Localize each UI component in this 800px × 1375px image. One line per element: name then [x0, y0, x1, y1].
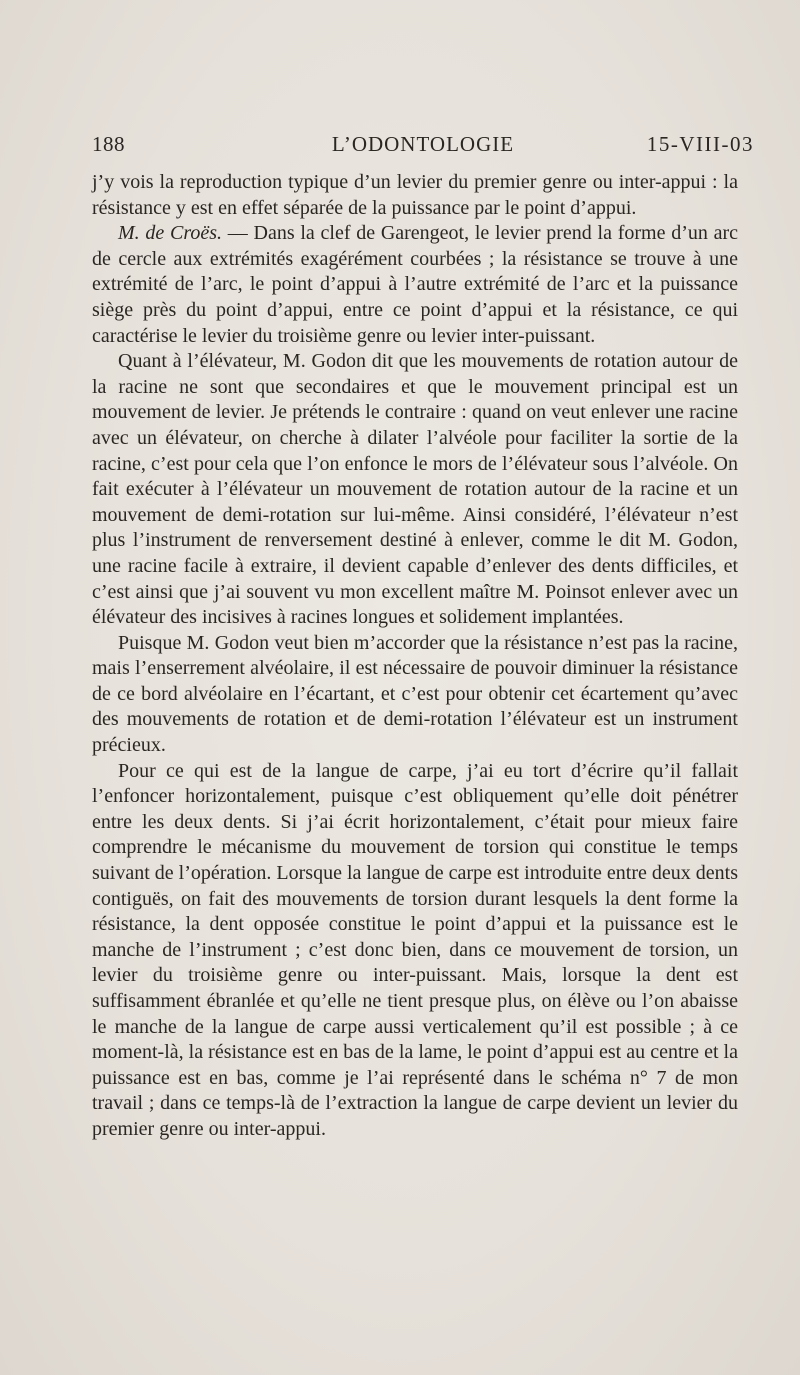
paragraph-text: Quant à l’élévateur, M. Godon dit que les mouvements de rotation autour de la racine ne sont que secondaires et que le mouvement principal est un mouvement de levier. Je prétends le contraire : quand on veut enlever une racine avec un élévateur, on cherche à dilater l’alvéole pour faciliter la sortie de la racine, c’est pour cela que l’on enfonce le mors de l’élévateur sous l’alvéole. On fait exécuter à l’élévateur un mouvement de rotation autour de la racine et un mouvement de demi-rotation sur lui-même. Ainsi considéré, l’élévateur n’est plus l’instrument de renversement destiné à enlever, comme le dit M. Godon, une racine facile à extraire, il devient capable d’enlever des dents difficiles, et c’est ainsi que j’ai souvent vu mon excellent maître M. Poinsot enlever avec un élévateur des incisives à racines longues et solidement implantées.	[92, 350, 738, 629]
journal-title: L’ODONTOLOGIE	[331, 132, 515, 156]
paragraph-text: j’y vois la reproduction typique d’un levier du premier genre ou inter-appui : la résistance y est en effet séparée de la puissance par le point d’appui.	[92, 171, 738, 219]
page-number: 188	[92, 132, 125, 156]
paragraph-continuation	[92, 170, 738, 221]
paragraph-text: Puisque M. Godon veut bien m’accorder que la résistance n’est pas la racine, mais l’enserrement alvéolaire, il est nécessaire de pouvoir diminuer la résistance de ce bord alvéolaire en l’écartant, et c’est pour obtenir cet écartement qu’avec des mouvements de rotation et de demi-rotation l’élévateur est un instrument précieux.	[92, 631, 738, 757]
speaker-name: M. de Croës.	[118, 222, 223, 245]
paragraph-langue-de-carpe	[92, 759, 738, 1143]
paragraph-text: — Dans la clef de Garengeot, le levier prend la forme d’un arc de cercle aux extrémités exagérément courbées ; la résistance se trouve à une extrémité de l’arc, le point d’appui à l’autre extrémité de l’arc et la puissance siège près du point d’appui, entre ce point d’appui et la résistance, ce qui caractérise le levier du troisième genre ou levier inter-puissant.	[92, 222, 739, 347]
paragraph-text: Pour ce qui est de la langue de carpe, j’ai eu tort d’écrire qu’il fallait l’enfoncer horizontalement, puisque c’est obliquement qu’elle doit pénétrer entre les deux dents. Si j’ai écrit horizontalement, c’était pour mieux faire comprendre le mécanisme du mouvement de torsion qui constitue le temps suivant de l’opération. Lorsque la langue de carpe est introduite entre deux dents contiguës, on fait des mouvements de torsion durant lesquels la dent forme la résistance, la dent opposée constitue le point d’appui et la puissance est le manche de l’instrument ; c’est donc bien, dans ce mouvement de torsion, un levier du troisième genre ou inter-puissant. Mais, lorsque la dent est suffisamment ébranlée et qu’elle ne tient presque plus, on élève ou l’on abaisse le manche de la langue de carpe aussi verticalement qu’il est possible ; à ce moment-là, la résistance est en bas de la lame, le point d’appui est au centre et la puissance est en bas, comme je l’ai représenté dans le schéma n° 7 de mon travail ; dans ce temps-là de l’extraction la langue de carpe devient un levier du premier genre ou inter-appui.	[92, 759, 738, 1140]
paragraph-resistance	[92, 631, 738, 759]
issue-date: 15-VIII-03	[646, 132, 754, 156]
paragraph-de-croes	[92, 221, 738, 349]
running-head	[92, 132, 754, 162]
paragraph-elevateur	[92, 349, 738, 631]
body-text	[92, 170, 738, 1143]
